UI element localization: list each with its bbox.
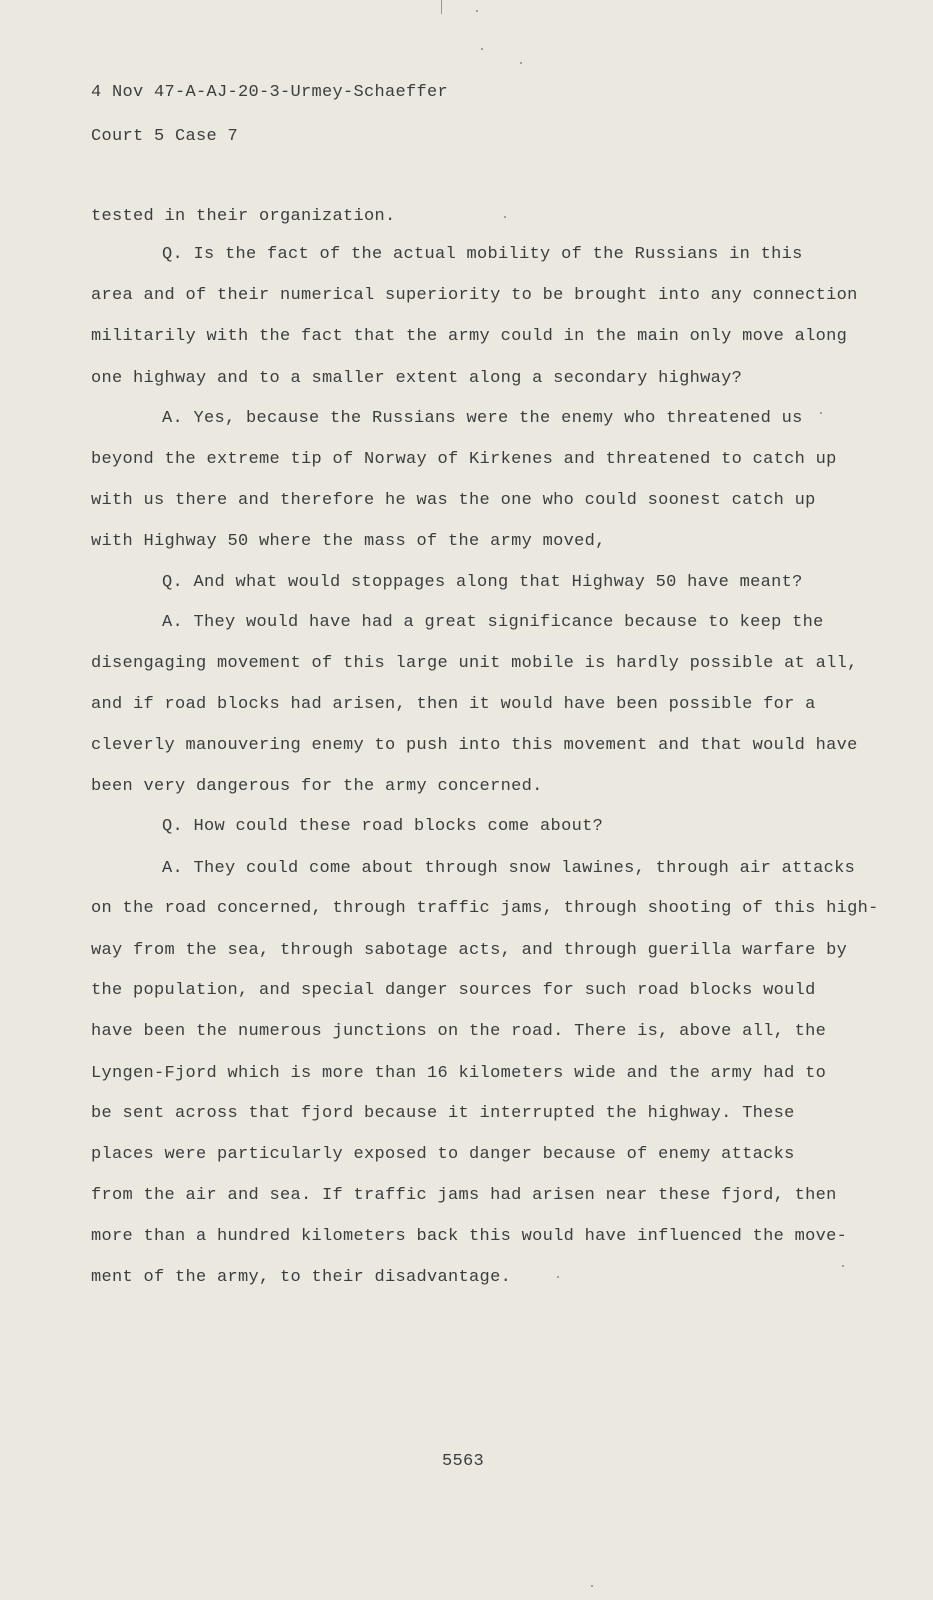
paper-speck — [820, 412, 822, 414]
paper-speck — [504, 216, 506, 218]
body-line: and if road blocks had arisen, then it would have been possible for a — [91, 695, 816, 714]
fold-mark — [441, 0, 442, 14]
paper-speck — [842, 1265, 844, 1267]
body-line: been very dangerous for the army concerned. — [91, 777, 543, 796]
answer-line: A. Yes, because the Russians were the enemy who threatened us — [162, 409, 803, 428]
body-line: tested in their organization. — [91, 207, 396, 226]
answer-line: A. They could come about through snow lawines, through air attacks — [162, 859, 856, 878]
body-line: ment of the army, to their disadvantage. — [91, 1268, 512, 1287]
body-line: cleverly manouvering enemy to push into this movement and that would have — [91, 736, 858, 755]
document-reference: 4 Nov 47-A-AJ-20-3-Urmey-Schaeffer — [91, 83, 449, 102]
question-line: Q. And what would stoppages along that Highway 50 have meant? — [162, 573, 803, 592]
body-line: have been the numerous junctions on the road. There is, above all, the — [91, 1022, 827, 1041]
answer-line: A. They would have had a great significance because to keep the — [162, 613, 824, 632]
body-line: militarily with the fact that the army could in the main only move along — [91, 327, 848, 346]
body-line: disengaging movement of this large unit mobile is hardly possible at all, — [91, 654, 858, 673]
paper-speck — [591, 1585, 593, 1587]
paper-speck — [476, 10, 478, 12]
body-line: more than a hundred kilometers back this would have influenced the move- — [91, 1227, 848, 1246]
body-line: Lyngen-Fjord which is more than 16 kilometers wide and the army had to — [91, 1064, 827, 1083]
paper-speck — [557, 1276, 559, 1278]
body-line: on the road concerned, through traffic jams, through shooting of this high- — [91, 899, 879, 918]
body-line: one highway and to a smaller extent along a secondary highway? — [91, 369, 743, 388]
question-line: Q. Is the fact of the actual mobility of the Russians in this — [162, 245, 803, 264]
court-case-line: Court 5 Case 7 — [91, 127, 239, 146]
question-line: Q. How could these road blocks come about? — [162, 817, 604, 836]
body-line: beyond the extreme tip of Norway of Kirkenes and threatened to catch up — [91, 450, 837, 469]
body-line: area and of their numerical superiority to be brought into any connection — [91, 286, 858, 305]
body-line: from the air and sea. If traffic jams had arisen near these fjord, then — [91, 1186, 837, 1205]
body-line: with us there and therefore he was the one who could soonest catch up — [91, 491, 816, 510]
body-line: the population, and special danger sources for such road blocks would — [91, 981, 816, 1000]
body-line: places were particularly exposed to danger because of enemy attacks — [91, 1145, 795, 1164]
body-line: way from the sea, through sabotage acts, and through guerilla warfare by — [91, 941, 848, 960]
body-line: with Highway 50 where the mass of the army moved, — [91, 532, 606, 551]
body-line: be sent across that fjord because it interrupted the highway. These — [91, 1104, 795, 1123]
paper-speck — [481, 48, 483, 50]
page-number: 5563 — [442, 1452, 485, 1471]
paper-speck — [520, 62, 522, 64]
